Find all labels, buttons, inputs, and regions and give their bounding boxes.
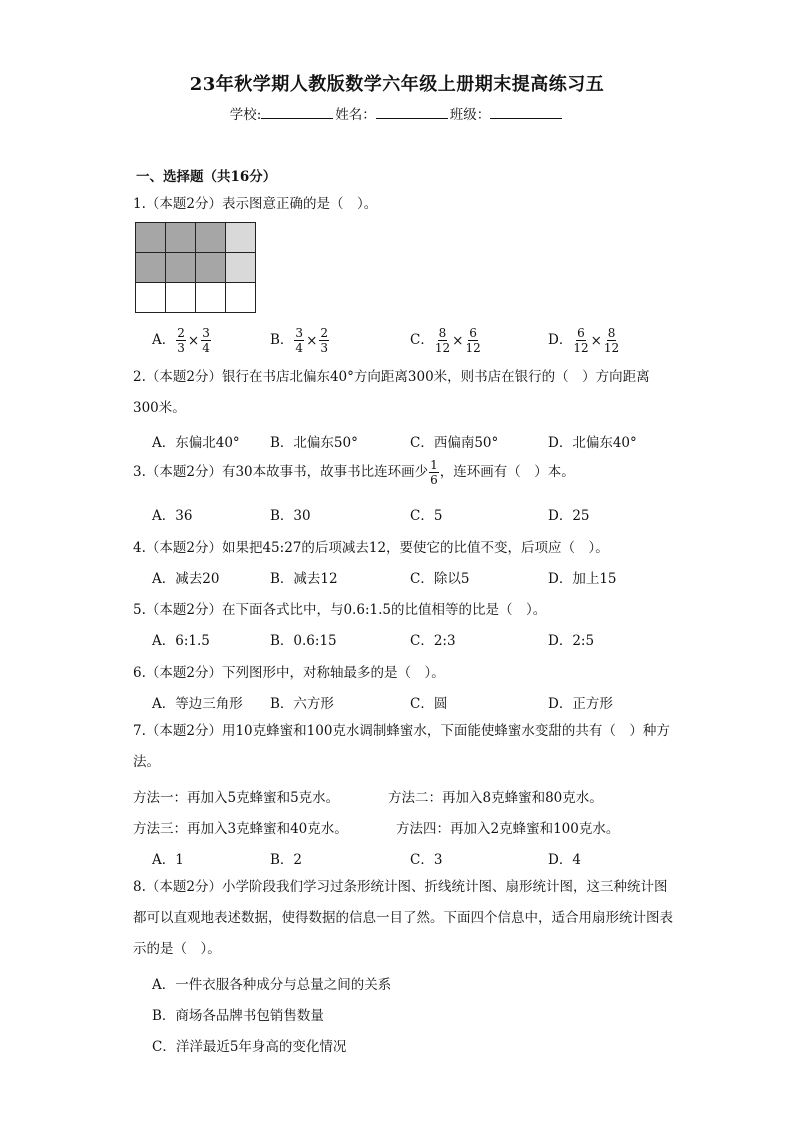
q4-option-a[interactable]: A．减去20 <box>152 571 220 587</box>
fraction <box>604 326 619 355</box>
fraction <box>176 326 186 355</box>
times-sign: × <box>452 332 464 349</box>
q8-option-c[interactable]: C．洋洋最近5年身高的变化情况 <box>152 1039 347 1055</box>
q3-option-c[interactable]: C．5 <box>410 508 443 524</box>
denominator: 12 <box>573 341 589 355</box>
q2-option-c[interactable]: C．西偏南50° <box>410 435 499 451</box>
numerator: 3 <box>202 326 210 340</box>
grid-cell-dark <box>165 222 196 253</box>
times-sign: × <box>306 332 318 349</box>
grid-cell-light <box>225 222 256 253</box>
numerator: 8 <box>607 326 616 340</box>
denominator: 12 <box>465 341 481 355</box>
q6-option-c[interactable]: C．圆 <box>410 696 448 712</box>
grid-cell-dark <box>135 252 166 283</box>
fraction <box>429 458 439 487</box>
q1-shaded-grid <box>135 222 255 312</box>
q3-option-d[interactable]: D．25 <box>548 508 590 524</box>
fraction <box>201 326 211 355</box>
denominator: 3 <box>320 341 329 355</box>
grid-cell-white <box>225 282 256 313</box>
q4-stem: 4.（本题2分）如果把45:27的后项减去12，要使它的比值不变，后项应（ ）。 <box>133 540 609 556</box>
q8-stem: 8.（本题2分）小学阶段我们学习过条形统计图、折线统计图、扇形统计图，这三种统计图都可以直观地表述数据，使得数据的信息一目了然。下面四个信息中，适合用扇形统计图表示的是（ ）。 <box>133 879 673 957</box>
numerator: 2 <box>320 326 329 340</box>
option-letter: D． <box>548 332 573 348</box>
q1-option-a[interactable] <box>152 326 212 355</box>
q6-option-d[interactable]: D．正方形 <box>548 696 613 712</box>
name-blank[interactable] <box>376 105 448 119</box>
q3-stem-start: 3.（本题2分）有30本故事书，故事书比连环画少 <box>133 464 429 480</box>
grid-cell-white <box>195 282 226 313</box>
q2-stem: 2.（本题2分）银行在书店北偏东40°方向距离300米，则书店在银行的（ ）方向距离300米。 <box>133 369 650 416</box>
student-info-line <box>0 103 794 123</box>
q7-method-3: 方法三：再加入3克蜂蜜和40克水。 <box>133 821 348 837</box>
option-letter: C． <box>410 332 434 348</box>
q1-option-c[interactable] <box>410 326 482 355</box>
numerator: 1 <box>430 458 438 472</box>
q8-option-a[interactable]: A．一件衣服各种成分与总量之间的关系 <box>152 977 392 993</box>
grid-cell-white <box>135 282 166 313</box>
q7-option-a[interactable]: A．1 <box>152 852 184 868</box>
q4-option-d[interactable]: D．加上15 <box>548 571 617 587</box>
q4-option-b[interactable]: B．减去12 <box>270 571 338 587</box>
name-label: 姓名： <box>335 107 376 123</box>
grid-cell-light <box>225 252 256 283</box>
q5-option-d[interactable]: D．2:5 <box>548 633 595 649</box>
q2-option-b[interactable]: B．北偏东50° <box>270 435 358 451</box>
q6-option-a[interactable]: A．等边三角形 <box>152 696 243 712</box>
grid-cell-dark <box>195 222 226 253</box>
grid-cell-dark <box>135 222 166 253</box>
q3-stem <box>133 458 575 487</box>
denominator: 3 <box>177 341 185 355</box>
denominator: 6 <box>430 473 438 487</box>
q2-option-d[interactable]: D．北偏东40° <box>548 435 637 451</box>
fraction <box>465 326 480 355</box>
fraction <box>319 326 329 355</box>
exam-title: 23年秋学期人教版数学六年级上册期末提高练习五 <box>189 74 605 95</box>
class-blank[interactable] <box>490 105 562 119</box>
q7-method-4: 方法四：再加入2克蜂蜜和100克水。 <box>396 821 620 837</box>
q3-option-b[interactable]: B．30 <box>270 508 311 524</box>
q6-option-b[interactable]: B．六方形 <box>270 696 334 712</box>
school-label: 学校: <box>229 107 262 123</box>
denominator: 12 <box>434 341 451 355</box>
q3-option-a[interactable]: A．36 <box>152 508 193 524</box>
q5-stem: 5.（本题2分）在下面各式比中，与0.6:1.5的比值相等的比是（ ）。 <box>133 602 547 618</box>
q5-option-c[interactable]: C．2:3 <box>410 633 456 649</box>
fraction <box>435 326 450 355</box>
q1-option-d[interactable] <box>548 326 620 355</box>
denominator: 4 <box>295 341 304 355</box>
numerator: 6 <box>577 326 585 340</box>
option-letter: B． <box>270 332 294 348</box>
numerator: 6 <box>469 326 477 340</box>
q1-stem: 1.（本题2分）表示图意正确的是（ ）。 <box>133 196 378 212</box>
school-blank[interactable] <box>261 105 333 119</box>
q6-stem: 6.（本题2分）下列图形中，对称轴最多的是（ ）。 <box>133 665 445 681</box>
q8-option-b[interactable]: B．商场各品牌书包销售数量 <box>152 1008 324 1024</box>
numerator: 2 <box>177 326 185 340</box>
grid-cell-dark <box>165 252 196 283</box>
q1-option-b[interactable] <box>270 326 330 355</box>
grid-cell-white <box>165 282 196 313</box>
q2-option-a[interactable]: A．东偏北40° <box>152 435 240 451</box>
q5-option-a[interactable]: A．6:1.5 <box>152 633 210 649</box>
q7-method-2: 方法二：再加入8克蜂蜜和80克水。 <box>388 790 603 806</box>
q3-stem-end: ，连环画有（ ）本。 <box>439 464 575 480</box>
option-letter: A． <box>152 332 176 348</box>
fraction <box>573 326 588 355</box>
q7-option-c[interactable]: C．3 <box>410 852 443 868</box>
times-sign: × <box>187 332 200 349</box>
q7-method-1: 方法一：再加入5克蜂蜜和5克水。 <box>133 790 340 806</box>
denominator: 4 <box>202 341 210 355</box>
q7-stem: 7.（本题2分）用10克蜂蜜和100克水调制蜂蜜水，下面能使蜂蜜水变甜的共有（ ）种方法。 <box>133 723 670 770</box>
numerator: 8 <box>438 326 447 340</box>
class-label: 班级： <box>449 107 491 123</box>
q7-option-d[interactable]: D．4 <box>548 852 581 868</box>
q7-option-b[interactable]: B．2 <box>270 852 303 868</box>
q4-option-c[interactable]: C．除以5 <box>410 571 470 587</box>
fraction <box>294 326 304 355</box>
numerator: 3 <box>295 326 304 340</box>
times-sign: × <box>590 332 602 349</box>
grid-cell-dark <box>195 252 226 283</box>
section-heading: 一、选择题（共16分） <box>136 169 277 185</box>
q5-option-b[interactable]: B．0.6:15 <box>270 633 337 649</box>
denominator: 12 <box>603 341 620 355</box>
